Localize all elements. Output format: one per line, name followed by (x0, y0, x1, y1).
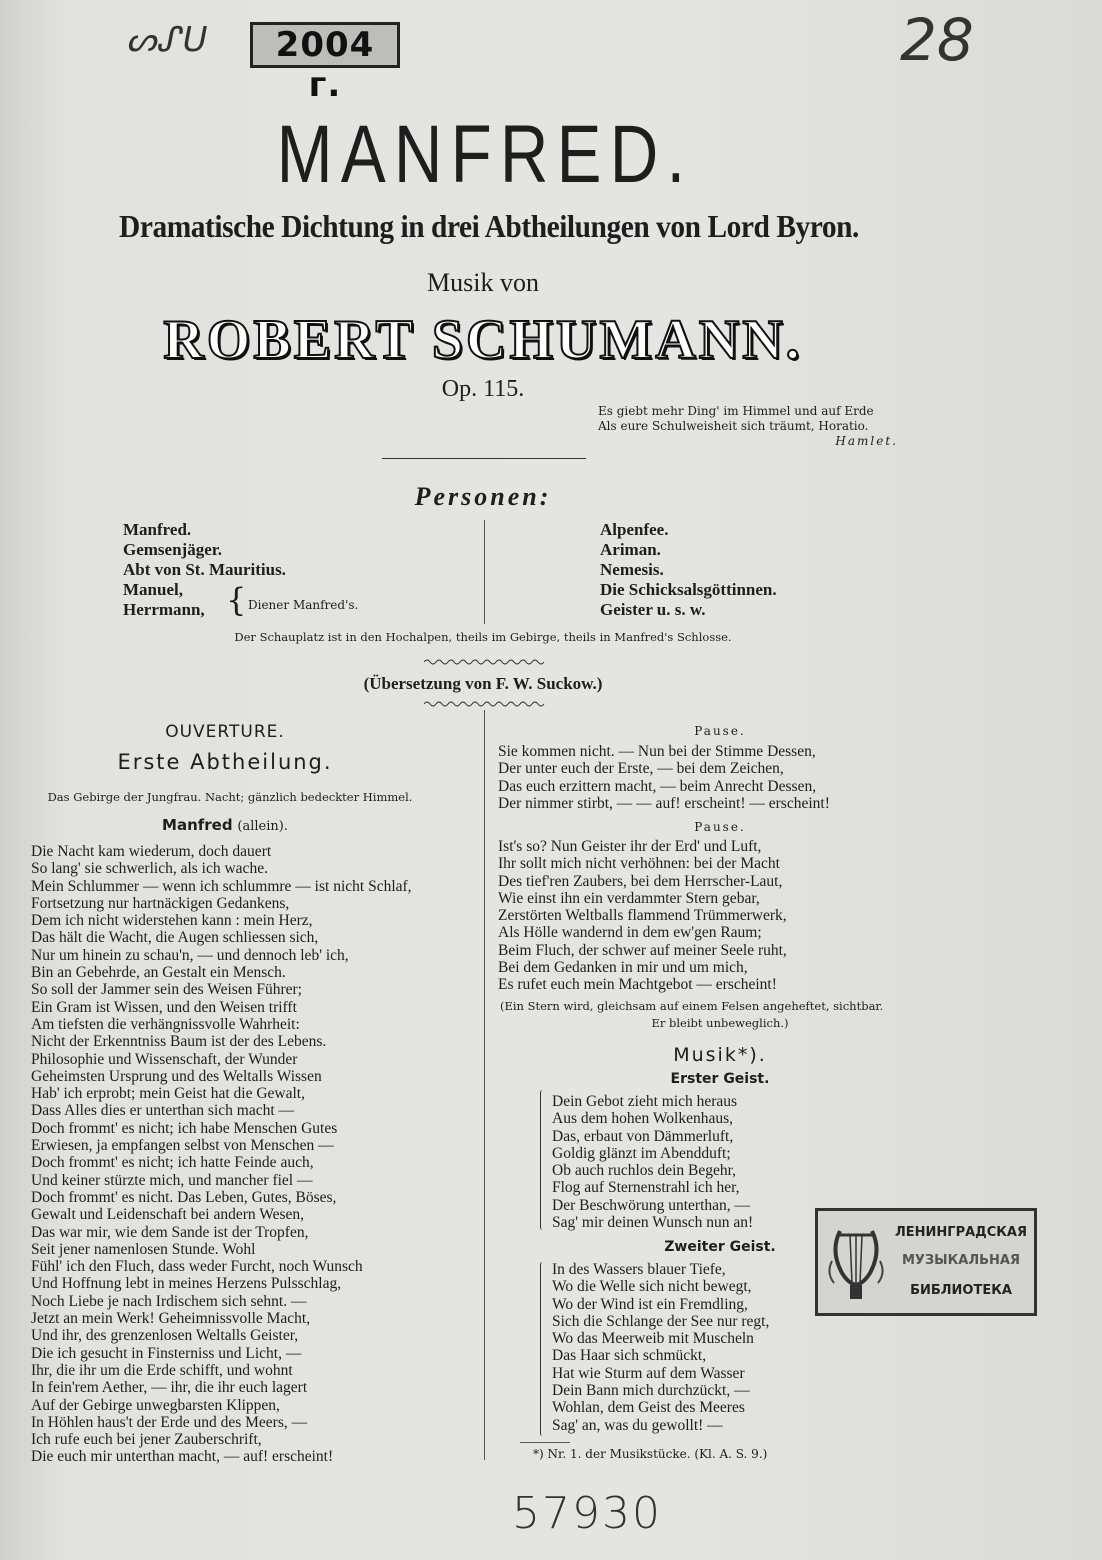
verse-line: Ein Gram ist Wissen, und den Weisen trifft (31, 998, 297, 1016)
verse-line: Fortsetzung nur hartnäckigen Gedankens, (31, 894, 290, 912)
verse-line: Dein Gebot zieht mich heraus (552, 1093, 738, 1110)
musik-heading: Musik*). (673, 1044, 767, 1066)
personen-divider (484, 520, 485, 624)
verse-line: Hab' ich erprobt; mein Geist hat die Gewalt, (31, 1085, 305, 1103)
verse-line: Doch frommt' es nicht; ich habe Menschen Gutes (31, 1119, 338, 1137)
epigraph-line: Als eure Schulweisheit sich träumt, Horatio. (598, 419, 869, 433)
epigraph-line: Es giebt mehr Ding' im Himmel und auf Erde (598, 404, 874, 418)
stage-direction: Das Gebirge der Jungfrau. Nacht; gänzlich bedeckter Himmel. (47, 790, 413, 804)
handwritten-inventory-number: 57930 (512, 1488, 662, 1539)
verse-line: Wo die Welle sich nicht bewegt, (552, 1278, 752, 1296)
stamp-line: ЛЕНИНГРАДСКАЯ (894, 1225, 1027, 1240)
verse-line: Noch Liebe je nach Irdischem sich sehnt. — (31, 1292, 307, 1310)
stamp-line: БИБЛИОТЕКА (910, 1283, 1012, 1298)
year-stamp: 2004 г. (250, 22, 400, 68)
verse-line: Nur um hinein zu schau'n, — und dennoch leb' ich, (31, 946, 349, 964)
verse-line: In fein'rem Aether, — ihr, die ihr euch lagert (31, 1379, 308, 1397)
verse-line: Und keiner stürzte mich, und mancher fiel — (31, 1171, 313, 1189)
verse-line: Wohlan, dem Geist des Meeres (552, 1399, 745, 1417)
stage-line: Er bleibt unbeweglich.) (651, 1016, 789, 1030)
brace (540, 1090, 545, 1230)
verse-line: So lang' sie schwerlich, als ich wache. (31, 860, 268, 878)
verse-line: Dem ich nicht widerstehen kann : mein Herz, (31, 912, 313, 930)
verse-line: Der nimmer stirbt, — — auf! erscheint! — erscheint! (498, 795, 830, 813)
verse-line: Und ihr, des grenzenlosen Weltalls Geister, (31, 1327, 299, 1345)
verse-line: Doch frommt' es nicht. Das Leben, Gutes, Böses, (31, 1188, 337, 1206)
verse-line: So soll der Jammer sein des Weisen Führer; (31, 981, 302, 999)
lyre-icon (826, 1221, 886, 1307)
handwritten-mark: ᔕᔑᑌ (128, 20, 208, 60)
character-name: Gemsenjäger. (123, 540, 222, 559)
verse-line: Nicht der Erkenntniss Baum ist der des Lebens. (31, 1033, 327, 1051)
second-spirit-heading: Zweiter Geist. (664, 1239, 776, 1255)
verse-line: Es rufet euch mein Machtgebot — erscheint! (498, 976, 777, 994)
footnote-rule (520, 1442, 570, 1443)
ornament-wave (424, 700, 548, 708)
character-name: Manuel, (123, 580, 183, 599)
divider (382, 458, 586, 459)
character-name: Herrmann, (123, 600, 205, 619)
verse-line: Die Nacht kam wiederum, doch dauert (31, 843, 272, 860)
verse-line: Bei dem Gedanken in mir und um mich, (498, 959, 748, 977)
verse-line: Zerstörten Weltballs flammend Trümmerwerk, (498, 907, 787, 925)
second-spirit-verse (552, 1261, 769, 1434)
verse-line: Die euch mir unterthan macht, — auf! erscheint! (31, 1448, 334, 1466)
verse-line: Des tief'ren Zaubers, bei dem Herrscher-Laut, (498, 872, 783, 890)
verse-line: Dass Alles dies er unterthan sich macht — (31, 1102, 295, 1120)
verse-line: Seit jener namenlosen Stunde. Wohl (31, 1240, 256, 1258)
verse-line: Sag' an, was du gewollt! — (552, 1416, 723, 1434)
character-name: Abt von St. Mauritius. (123, 560, 286, 579)
verse-line: Fühl' ich den Fluch, dass weder Furcht, noch Wunsch (31, 1258, 363, 1276)
verse-line: Ihr, die ihr um die Erde schifft, und wohnt (31, 1361, 293, 1379)
act-heading: Erste Abtheilung. (117, 750, 333, 774)
first-spirit-verse (552, 1093, 753, 1231)
brace (540, 1262, 545, 1436)
personen-right (600, 520, 777, 620)
speaker-line (100, 816, 350, 834)
verse-line: In Höhlen haus't der Erde und des Meers, — (31, 1413, 308, 1431)
character-name: Geister u. s. w. (600, 600, 706, 619)
stamp-line: МУЗЫКАЛЬНАЯ (901, 1253, 1020, 1268)
stage-direction-star (500, 998, 940, 1032)
verse-line: Philosophie und Wissenschaft, der Wunder (31, 1050, 298, 1068)
character-name: Nemesis. (600, 560, 664, 579)
character-name: Manfred. (123, 520, 192, 539)
verse-line: Der unter euch der Erste, — bei dem Zeichen, (498, 760, 784, 778)
setting-note: Der Schauplatz ist in den Hochalpen, theils im Gebirge, theils in Manfred's Schlosse. (234, 630, 732, 644)
verse-line: Jetzt an mein Werk! Geheimnissvolle Macht, (31, 1310, 311, 1328)
verse-line: Erwiesen, ja empfangen selbst von Menschen — (31, 1137, 334, 1155)
translation-credit: (Übersetzung von F. W. Suckow.) (363, 674, 603, 693)
verse-line: Ihr sollt mich nicht verhöhnen: bei der Macht (498, 855, 780, 873)
verse-line: Das hält die Wacht, die Augen schliessen sich, (31, 929, 319, 947)
verse-line: Wo der Wind ist ein Fremdling, (552, 1295, 748, 1313)
brace: { (226, 581, 247, 619)
verse-line: Hat wie Sturm auf dem Wasser (552, 1364, 745, 1382)
overture-heading: OUVERTURE. (165, 722, 285, 742)
verse-line: Geheimsten Ursprung und des Weltalls Wissen (31, 1067, 322, 1085)
right-verse-1 (498, 743, 830, 813)
opus-number: Op. 115. (441, 376, 525, 402)
verse-line: Das war mir, wie dem Sande ist der Tropfen, (31, 1223, 309, 1241)
left-verse (31, 843, 412, 1466)
epigraph (598, 404, 898, 449)
subtitle: Dramatische Dichtung in drei Abtheilungen von Lord Byron. (119, 208, 859, 244)
verse-line: Und Hoffnung lebt in meines Herzens Pulsschlag, (31, 1275, 342, 1293)
pause-direction: Pause. (694, 820, 746, 834)
ornament-wave (424, 658, 548, 666)
library-stamp (815, 1208, 1037, 1316)
verse-line: Ist's so? Nun Geister ihr der Erd' und Luft, (498, 838, 762, 855)
verse-line: Das euch erzittern macht, — beim Anrecht Dessen, (498, 777, 817, 795)
personen-heading: Personen: (414, 482, 552, 511)
verse-line: Doch frommt' es nicht; ich hatte Feinde auch, (31, 1154, 314, 1172)
verse-line: Wo das Meerweib mit Muscheln (552, 1330, 754, 1348)
verse-line: Sie kommen nicht. — Nun bei der Stimme Dessen, (498, 743, 816, 760)
verse-line: Am tiefsten die verhängnissvolle Wahrheit: (31, 1015, 300, 1033)
epigraph-source: Hamlet. (835, 434, 898, 448)
music-by: Musik von (427, 268, 539, 297)
character-name: Die Schicksalsgöttinnen. (600, 580, 777, 599)
verse-line: Gewalt und Leidenschaft bei andern Wesen, (31, 1206, 305, 1224)
verse-line: Ich rufe euch bei jener Zauberschrift, (31, 1431, 262, 1449)
verse-line: Goldig glänzt im Abendduft; (552, 1144, 731, 1162)
footnote: *) Nr. 1. der Musikstücke. (Kl. A. S. 9.) (533, 1447, 768, 1461)
verse-line: Sag' mir deinen Wunsch nun an! (552, 1214, 754, 1232)
servants-note: Diener Manfred's. (248, 598, 359, 612)
right-verse-2 (498, 838, 787, 994)
verse-line: Wie einst ihn ein verdammter Stern gebar, (498, 889, 760, 907)
verse-line: Sich die Schlange der See nur regt, (552, 1312, 770, 1330)
speaker-name: Manfred (162, 816, 233, 834)
verse-line: Auf der Gebirge unwegbarsten Klippen, (31, 1396, 280, 1414)
page-title: MANFRED. (276, 109, 694, 200)
verse-line: Flog auf Sternenstrahl ich her, (552, 1179, 740, 1197)
verse-line: In des Wassers blauer Tiefe, (552, 1261, 726, 1278)
verse-line: Als Hölle wandernd in dem ew'gen Raum; (498, 924, 762, 942)
character-name: Alpenfee. (600, 520, 669, 539)
verse-line: Dein Bann mich durchzückt, — (552, 1382, 750, 1400)
first-spirit-heading: Erster Geist. (670, 1071, 770, 1087)
stage-line: (Ein Stern wird, gleichsam auf einem Felsen angeheftet, sichtbar. (500, 999, 884, 1013)
verse-line: Der Beschwörung unterthan, — (552, 1196, 751, 1214)
verse-line: Beim Fluch, der schwer auf meiner Seele ruht, (498, 941, 787, 959)
verse-line: Aus dem hohen Wolkenhaus, (552, 1110, 733, 1128)
verse-line: Ob auch ruchlos dein Begehr, (552, 1162, 737, 1180)
pause-direction: Pause. (694, 724, 746, 738)
verse-line: Das Haar sich schmückt, (552, 1347, 707, 1365)
speaker-note: (allein). (237, 819, 288, 834)
composer-name: ROBERT SCHUMANN. (163, 309, 803, 371)
verse-line: Mein Schlummer — wenn ich schlummre — ist nicht Schlaf, (31, 877, 412, 895)
verse-line: Das, erbaut von Dämmerluft, (552, 1127, 734, 1145)
handwritten-page-number: 28 (900, 6, 974, 74)
verse-line: Die ich gesucht in Finsterniss und Licht, — (31, 1344, 302, 1362)
verse-line: Bin an Gebehrde, an Gestalt ein Mensch. (31, 964, 286, 982)
column-divider (484, 710, 485, 1460)
character-name: Ariman. (600, 540, 661, 559)
